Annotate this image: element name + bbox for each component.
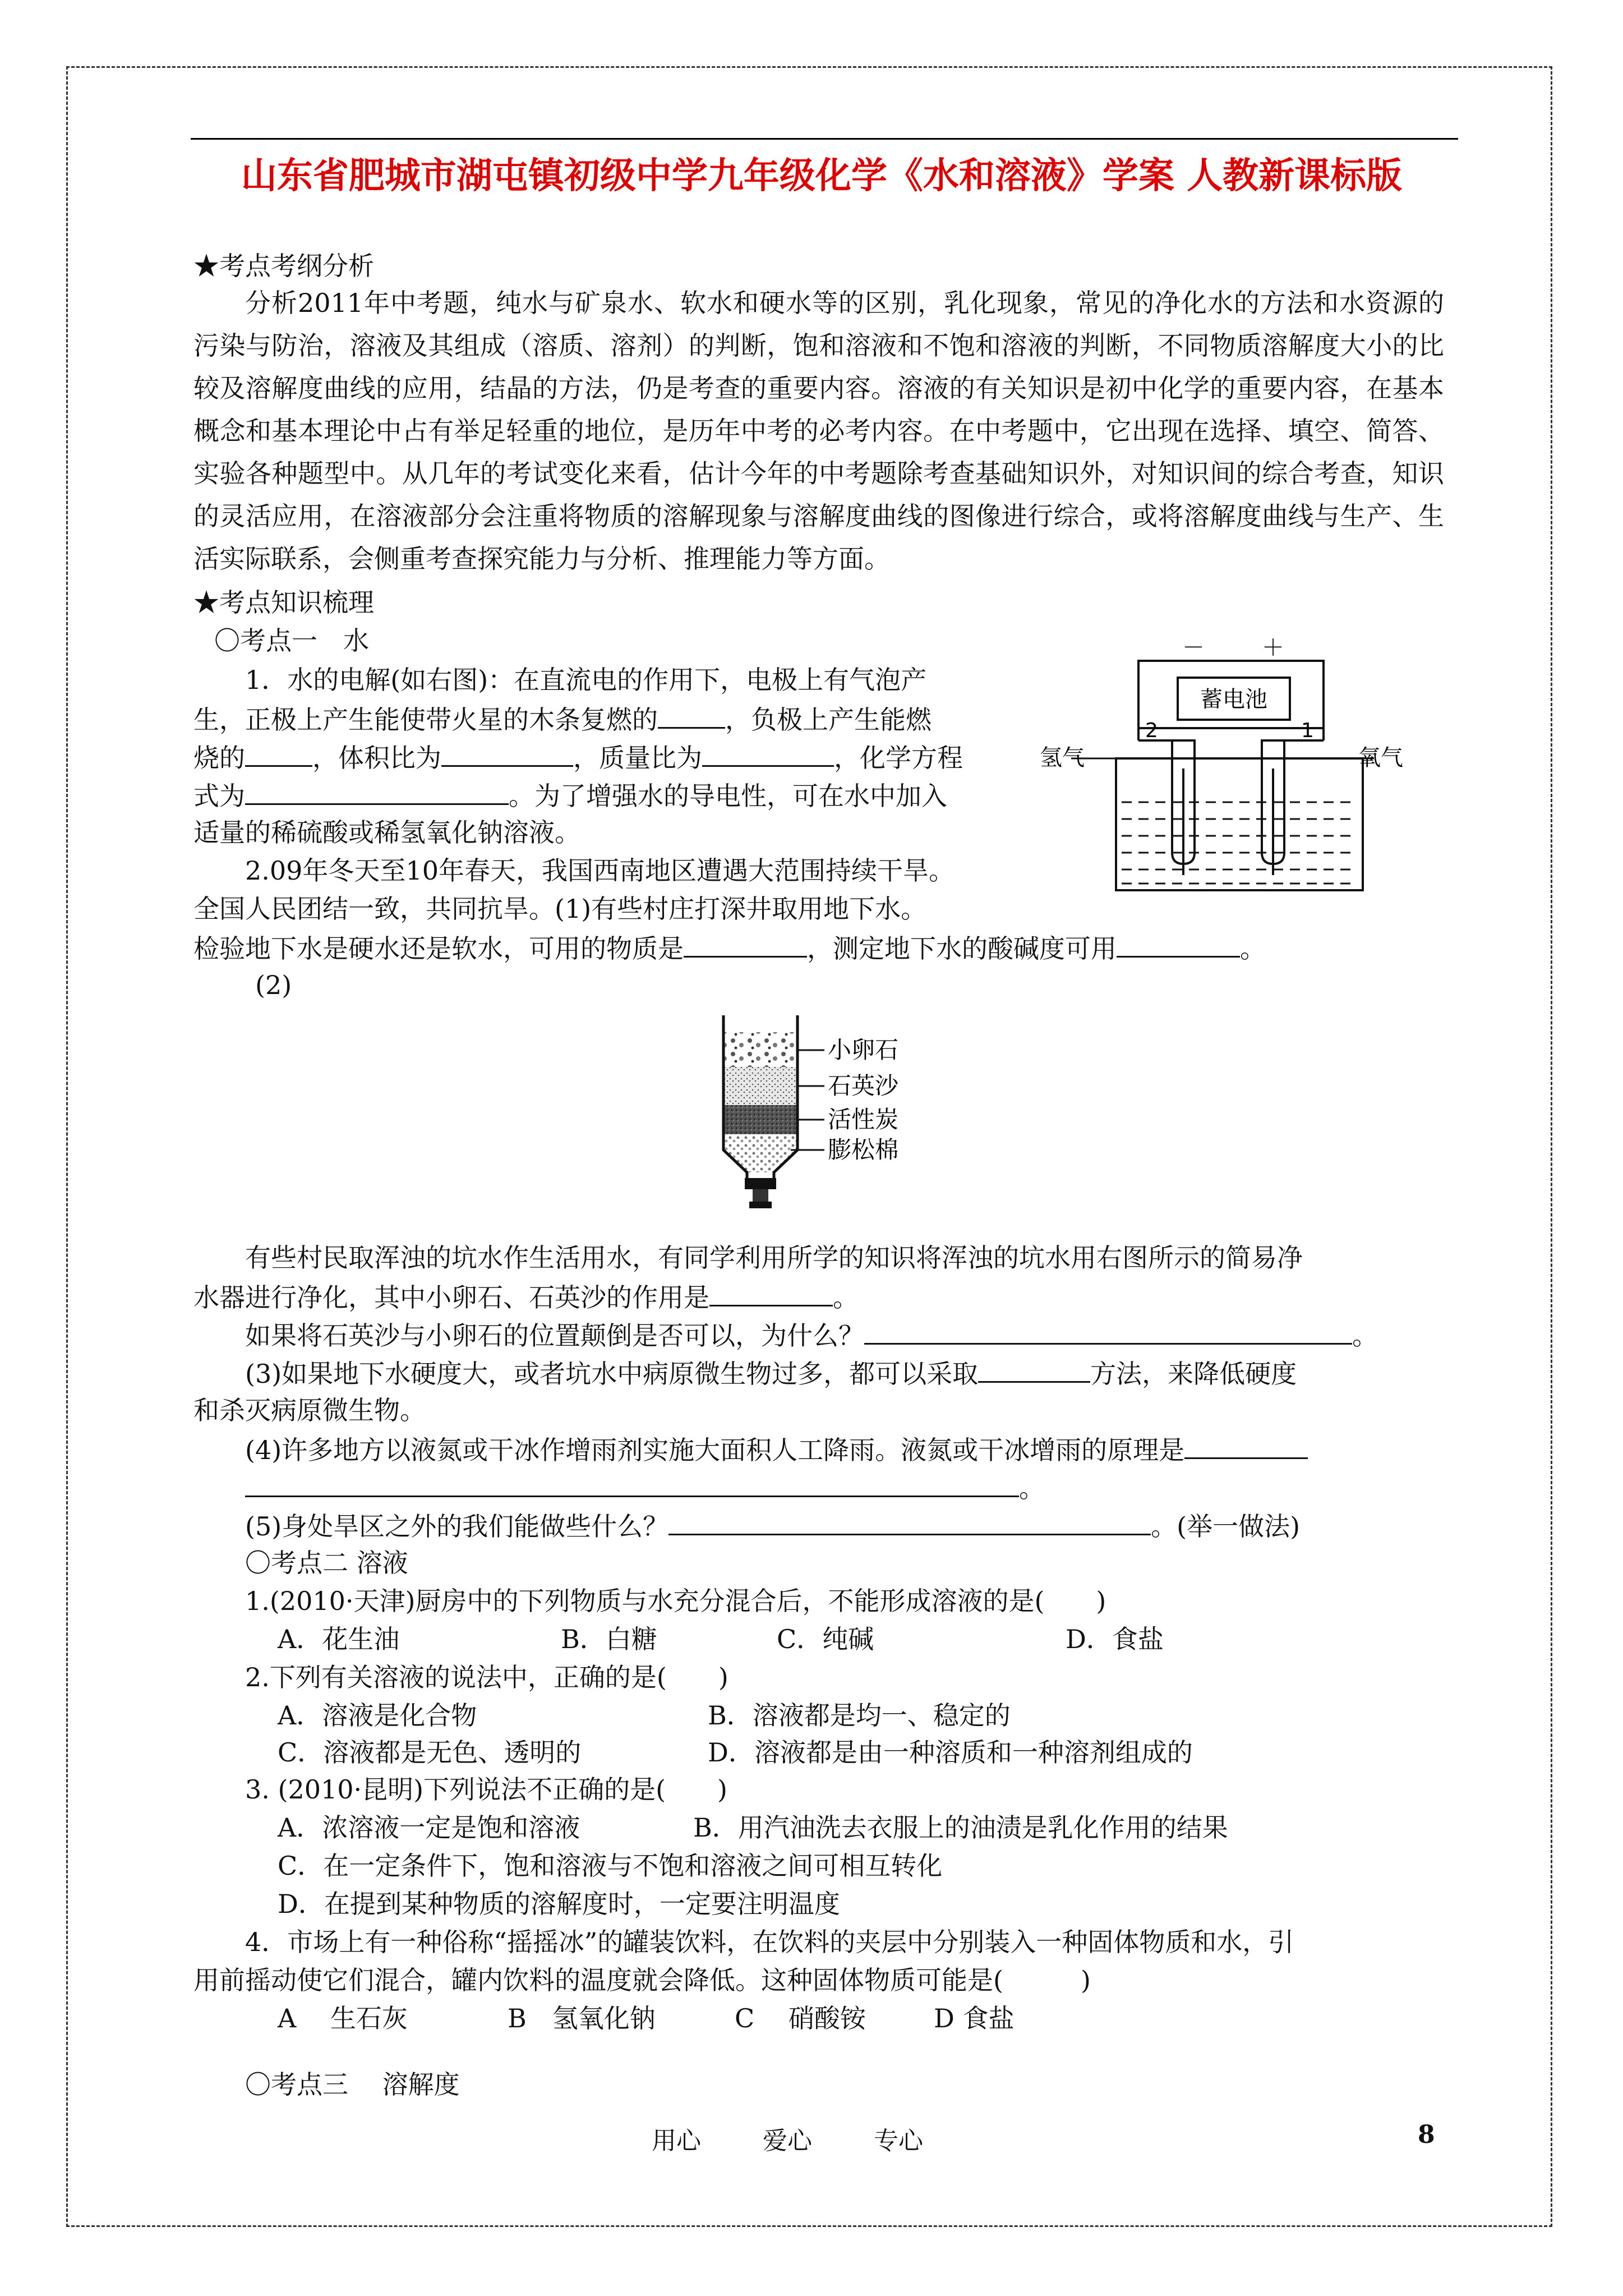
q2-line2: 全国人民团结一致，共同抗旱。(1)有些村庄打深井取用地下水。 xyxy=(193,894,927,924)
s3-option-c: C．在一定条件下，饱和溶液与不饱和溶液之间可相互转化 xyxy=(278,1851,943,1881)
q2-text-line3: 如果将石英沙与小卵石的位置颠倒是否可以，为什么？ 。 xyxy=(245,1317,1378,1352)
s4-question-line2: 用前摇动使它们混合，罐内饮料的温度就会降低。这种固体物质可能是( ) xyxy=(193,1965,1091,1995)
battery-label: 蓄电池 xyxy=(1200,687,1267,712)
filter-label-quartz-sand: 石英沙 xyxy=(828,1072,899,1099)
filter-label-pebbles: 小卵石 xyxy=(828,1036,899,1064)
kaodian-2-heading: 〇考点二 溶液 xyxy=(245,1548,408,1578)
s4-option-d: D 食盐 xyxy=(934,2003,1015,2033)
q2-blank-rain-principle-1[interactable] xyxy=(1184,1432,1308,1459)
q1-line1: 1．水的电解(如右图)：在直流电的作用下，电极上有气泡产 xyxy=(245,665,927,695)
q2-blank-method[interactable] xyxy=(978,1355,1090,1383)
s1-option-b: B．白糖 xyxy=(561,1624,657,1654)
tube-number-1: 1 xyxy=(1301,719,1314,742)
q1-line4: 式为 。为了增强水的导电性，可在水中加入 xyxy=(193,777,947,813)
s2-option-d: D．溶液都是由一种溶质和一种溶剂组成的 xyxy=(708,1737,1193,1768)
s4-question-line1: 4．市场上有一种俗称“摇摇冰”的罐装饮料，在饮料的夹层中分别装入一种固体物质和水，引 xyxy=(245,1927,1294,1957)
q2-part2-label: (2) xyxy=(255,970,292,1000)
electrolysis-diagram xyxy=(1038,628,1408,898)
s1-option-c: C．纯碱 xyxy=(777,1624,874,1654)
s3-option-b: B．用汽油洗去衣服上的油渍是乳化作用的结果 xyxy=(693,1812,1228,1843)
s2-question: 2.下列有关溶液的说法中，正确的是( ) xyxy=(245,1662,728,1692)
plus-label: ＋ xyxy=(1262,635,1284,661)
q2-blank-filter-role[interactable] xyxy=(709,1279,833,1306)
page-number: 8 xyxy=(1418,2120,1435,2149)
s1-question: 1.(2010·天津)厨房中的下列物质与水充分混合后，不能形成溶液的是( ) xyxy=(245,1586,1106,1616)
q1-blank-positive[interactable] xyxy=(658,701,725,729)
s3-option-a: A．浓溶液一定是饱和溶液 xyxy=(278,1812,580,1843)
footer-aixin: 爱心 xyxy=(763,2127,812,2155)
q2-part3-line1: (3)如果地下水硬度大，或者坑水中病原微生物过多，都可以采取 方法，来降低硬度 xyxy=(245,1355,1297,1391)
analysis-paragraph: 分析2011年中考题，纯水与矿泉水、软水和硬水等的区别，乳化现象，常见的净化水的方法和水资源的污染与防治，溶液及其组成（溶质、溶剂）的判断，饱和溶液和不饱和溶液的判断，不同物质溶解度大小的比较及溶解度曲线的应用，结晶的方法，仍是考查的重要内容。溶液的有关知识是初中化学的重要内容，在基本概念和基本理论中占有举足轻重的地位，是历年中考的必考内容。在中考题中，它出现在选择、填空、简答、实验各种题型中。从几年的考试变化来看，估计今年的中考题除考查基础知识外，对知识间的综合考查，知识的灵活应用，在溶液部分会注重将物质的溶解现象与溶解度曲线的图像进行综合，或将溶解度曲线与生产、生活实际联系，会侧重考查探究能力与分析、推理能力等方面。 xyxy=(193,288,1444,574)
s4-option-c: C 硝酸铵 xyxy=(735,2003,866,2033)
q1-blank-negative[interactable] xyxy=(245,739,312,767)
q2-blank-hardness[interactable] xyxy=(684,930,807,958)
q2-blank-ph[interactable] xyxy=(1117,930,1240,958)
q1-blank-mass-ratio[interactable] xyxy=(702,739,834,767)
q2-text-line1: 有些村民取浑浊的坑水作生活用水，有同学利用所学的知识将浑浊的坑水用右图所示的简易净 xyxy=(245,1243,1303,1273)
s3-question: 3. (2010·昆明)下列说法不正确的是( ) xyxy=(245,1774,727,1805)
s2-option-a: A．溶液是化合物 xyxy=(278,1700,477,1731)
q2-line3: 检验地下水是硬水还是软水，可用的物质是 ，测定地下水的酸碱度可用 。 xyxy=(193,930,1266,965)
q2-blank-swap-reason[interactable] xyxy=(864,1317,1352,1345)
q2-blank-rain-principle-2[interactable] xyxy=(245,1470,1019,1497)
q2-text-line2: 水器进行净化，其中小卵石、石英沙的作用是 。 xyxy=(193,1279,859,1314)
s2-option-c: C．溶液都是无色、透明的 xyxy=(278,1737,582,1768)
oxygen-label: 氧气 xyxy=(1358,745,1403,771)
filter-label-activated-carbon: 活性炭 xyxy=(828,1106,899,1133)
q2-part3-line2: 和杀灭病原微生物。 xyxy=(193,1395,426,1425)
q2-line1: 2.09年冬天至10年春天，我国西南地区遭遇大范围持续干旱。 xyxy=(245,855,955,886)
water-filter-diagram xyxy=(712,1010,976,1234)
q1-line3: 烧的 ，体积比为 ，质量比为 ，化学方程 xyxy=(193,739,963,775)
s2-option-b: B．溶液都是均一、稳定的 xyxy=(708,1700,1011,1731)
footer-yongxin: 用心 xyxy=(652,2127,701,2155)
q1-line5: 适量的稀硫酸或稀氢氧化钠溶液。 xyxy=(193,817,580,848)
q1-line2: 生，正极上产生能使带火星的木条复燃的 ，负极上产生能燃 xyxy=(193,701,932,737)
s1-option-d: D．食盐 xyxy=(1066,1624,1164,1654)
footer-zhuanxin: 专心 xyxy=(874,2127,923,2155)
q2-part5: (5)身处旱区之外的我们能做些什么？ 。(举一做法) xyxy=(245,1508,1300,1543)
tube-number-2: 2 xyxy=(1145,719,1158,742)
minus-label: － xyxy=(1182,635,1205,661)
q2-blank-what-can-we-do[interactable] xyxy=(668,1508,1151,1535)
q2-part4-line2: 。 xyxy=(245,1470,1045,1505)
title-rule xyxy=(191,138,1458,140)
document-title: 山东省肥城市湖屯镇初级中学九年级化学《水和溶液》学案 人教新课标版 xyxy=(241,155,1403,197)
q1-blank-volume-ratio[interactable] xyxy=(441,739,573,767)
q2-part4-line1: (4)许多地方以液氮或干冰作增雨剂实施大面积人工降雨。液氮或干冰增雨的原理是 xyxy=(245,1432,1308,1467)
s4-option-a: A 生石灰 xyxy=(278,2003,408,2033)
s1-option-a: A．花生油 xyxy=(278,1624,400,1654)
s4-option-b: B 氢氧化钠 xyxy=(508,2003,656,2033)
kaodian-3-heading: 〇考点三 溶解度 xyxy=(245,2069,460,2100)
kaodian-1-heading: 〇考点一 水 xyxy=(214,625,369,656)
section-heading-analysis: ★考点考纲分析 xyxy=(193,251,374,281)
s3-option-d: D．在提到某种物质的溶解度时，一定要注明温度 xyxy=(278,1889,840,1919)
filter-label-cotton: 膨松棉 xyxy=(828,1136,899,1163)
q1-blank-equation[interactable] xyxy=(245,777,509,805)
hydrogen-label: 氢气 xyxy=(1040,745,1085,771)
section-heading-knowledge: ★考点知识梳理 xyxy=(193,587,374,618)
